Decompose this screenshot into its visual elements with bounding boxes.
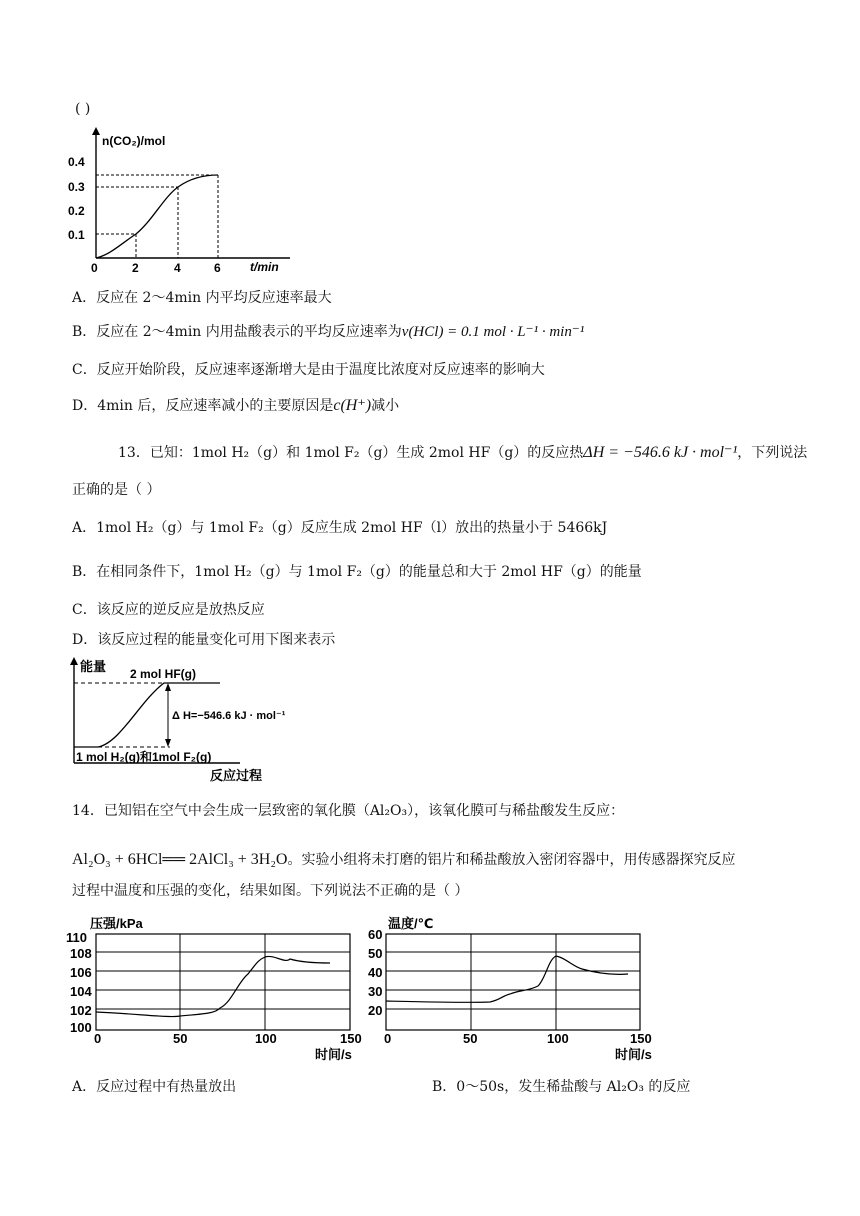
q14-pressure-ytick: 108 bbox=[70, 946, 92, 961]
q12-ytick: 0.3 bbox=[68, 180, 85, 194]
q13-diagram-dh-label: Δ H=−546.6 kJ · mol⁻¹ bbox=[172, 710, 286, 722]
q14-pressure-ytick: 102 bbox=[70, 1003, 92, 1018]
q14-temperature-xtick: 50 bbox=[463, 1031, 478, 1046]
q13-diagram-bottom-label: 1 mol H₂(g)和1mol F₂(g) bbox=[76, 750, 212, 764]
q12-option-a: A．反应在 2～4min 内平均反应速率最大 bbox=[72, 290, 332, 306]
q14-option-a: A．反应过程中有热量放出 bbox=[72, 1079, 237, 1095]
q12-option-d: D．4min 后，反应速率减小的主要原因是c(H⁺)减小 bbox=[72, 397, 400, 414]
q13-stem-line2: 正确的是（ ） bbox=[72, 482, 161, 498]
q14-pressure-xtick: 100 bbox=[255, 1031, 277, 1046]
q14-temperature-xtick: 0 bbox=[384, 1031, 392, 1046]
q12-answer-blank: ( ) bbox=[75, 101, 91, 117]
q13-diagram-ylabel: 能量 bbox=[80, 659, 107, 674]
q14-temperature-ytick: 60 bbox=[368, 927, 383, 942]
q13-stem: 13．已知：1mol H₂（g）和 1mol F₂（g）生成 2mol HF（g）的反应热ΔH = −546.6 kJ · mol⁻¹，下列说法 bbox=[118, 444, 808, 461]
q13-option-c: C．该反应的逆反应是放热反应 bbox=[72, 602, 265, 618]
q12-co2-graph bbox=[60, 125, 300, 275]
q14-option-b: B．0～50s，发生稀盐酸与 Al₂O₃ 的反应 bbox=[432, 1079, 691, 1095]
q14-stem-line2: Al₂O₃ + 6HCl══ 2AlCl₃ + 3H₂O。实验小组将未打磨的铝片和稀盐酸放入密闭容器中，用传感器探究反应 bbox=[72, 851, 736, 868]
q12-xtick: 4 bbox=[174, 261, 181, 275]
q12-xtick: 0 bbox=[91, 261, 98, 275]
q14-temperature-ylabel: 温度/℃ bbox=[388, 916, 434, 931]
q14-temperature-ytick: 50 bbox=[368, 946, 383, 961]
q13-energy-diagram bbox=[60, 655, 320, 785]
q14-temperature-xtick: 100 bbox=[547, 1031, 569, 1046]
q12-ytick: 0.4 bbox=[68, 155, 85, 169]
q14-pressure-ytick: 104 bbox=[70, 984, 92, 999]
q14-pressure-ylabel: 压强/kPa bbox=[90, 916, 143, 931]
q14-temperature-xtick: 150 bbox=[630, 1031, 652, 1046]
q14-temperature-chart bbox=[360, 912, 670, 1062]
q12-xtick: 6 bbox=[214, 261, 221, 275]
q14-stem-line1: 14．已知铝在空气中会生成一层致密的氧化膜（Al₂O₃），该氧化膜可与稀盐酸发生反应： bbox=[72, 803, 625, 819]
q13-option-a: A．1mol H₂（g）与 1mol F₂（g）反应生成 2mol HF（l）放出的热量小于 5466kJ bbox=[72, 520, 608, 536]
q14-stem-line3: 过程中温度和压强的变化，结果如图。下列说法不正确的是（ ） bbox=[72, 883, 469, 899]
q13-diagram-top-label: 2 mol HF(g) bbox=[130, 667, 196, 681]
q12-option-c: C．反应开始阶段，反应速率逐渐增大是由于温度比浓度对反应速率的影响大 bbox=[72, 362, 545, 378]
q14-temperature-ytick: 30 bbox=[368, 984, 383, 999]
q12-graph-ylabel: n(CO₂)/mol bbox=[102, 134, 166, 148]
q12-option-b: B．反应在 2～4min 内用盐酸表示的平均反应速率为v(HCl) = 0.1 mol · L⁻¹ · min⁻¹ bbox=[72, 324, 585, 340]
q14-temperature-ytick: 40 bbox=[368, 965, 383, 980]
q14-pressure-xtick: 150 bbox=[340, 1031, 362, 1046]
q14-pressure-ytick: 110 bbox=[66, 930, 87, 945]
q14-temperature-ytick: 20 bbox=[368, 1003, 383, 1018]
q13-diagram-xlabel: 反应过程 bbox=[210, 768, 263, 783]
q12-xtick: 2 bbox=[132, 261, 139, 275]
q14-pressure-ytick: 100 bbox=[70, 1020, 92, 1035]
q12-ytick: 0.1 bbox=[68, 228, 85, 242]
q13-option-b: B．在相同条件下，1mol H₂（g）与 1mol F₂（g）的能量总和大于 2mol HF（g）的能量 bbox=[72, 564, 642, 580]
q14-pressure-xtick: 0 bbox=[94, 1031, 102, 1046]
q14-temperature-xlabel: 时间/s bbox=[615, 1047, 652, 1062]
q14-pressure-ytick: 106 bbox=[70, 965, 92, 980]
q14-pressure-xlabel: 时间/s bbox=[315, 1047, 352, 1062]
q14-pressure-chart bbox=[60, 912, 370, 1062]
q14-pressure-xtick: 50 bbox=[173, 1031, 188, 1046]
q13-option-d: D．该反应过程的能量变化可用下图来表示 bbox=[72, 632, 336, 648]
q12-ytick: 0.2 bbox=[68, 204, 85, 218]
q12-graph-xlabel: t/min bbox=[250, 260, 279, 274]
